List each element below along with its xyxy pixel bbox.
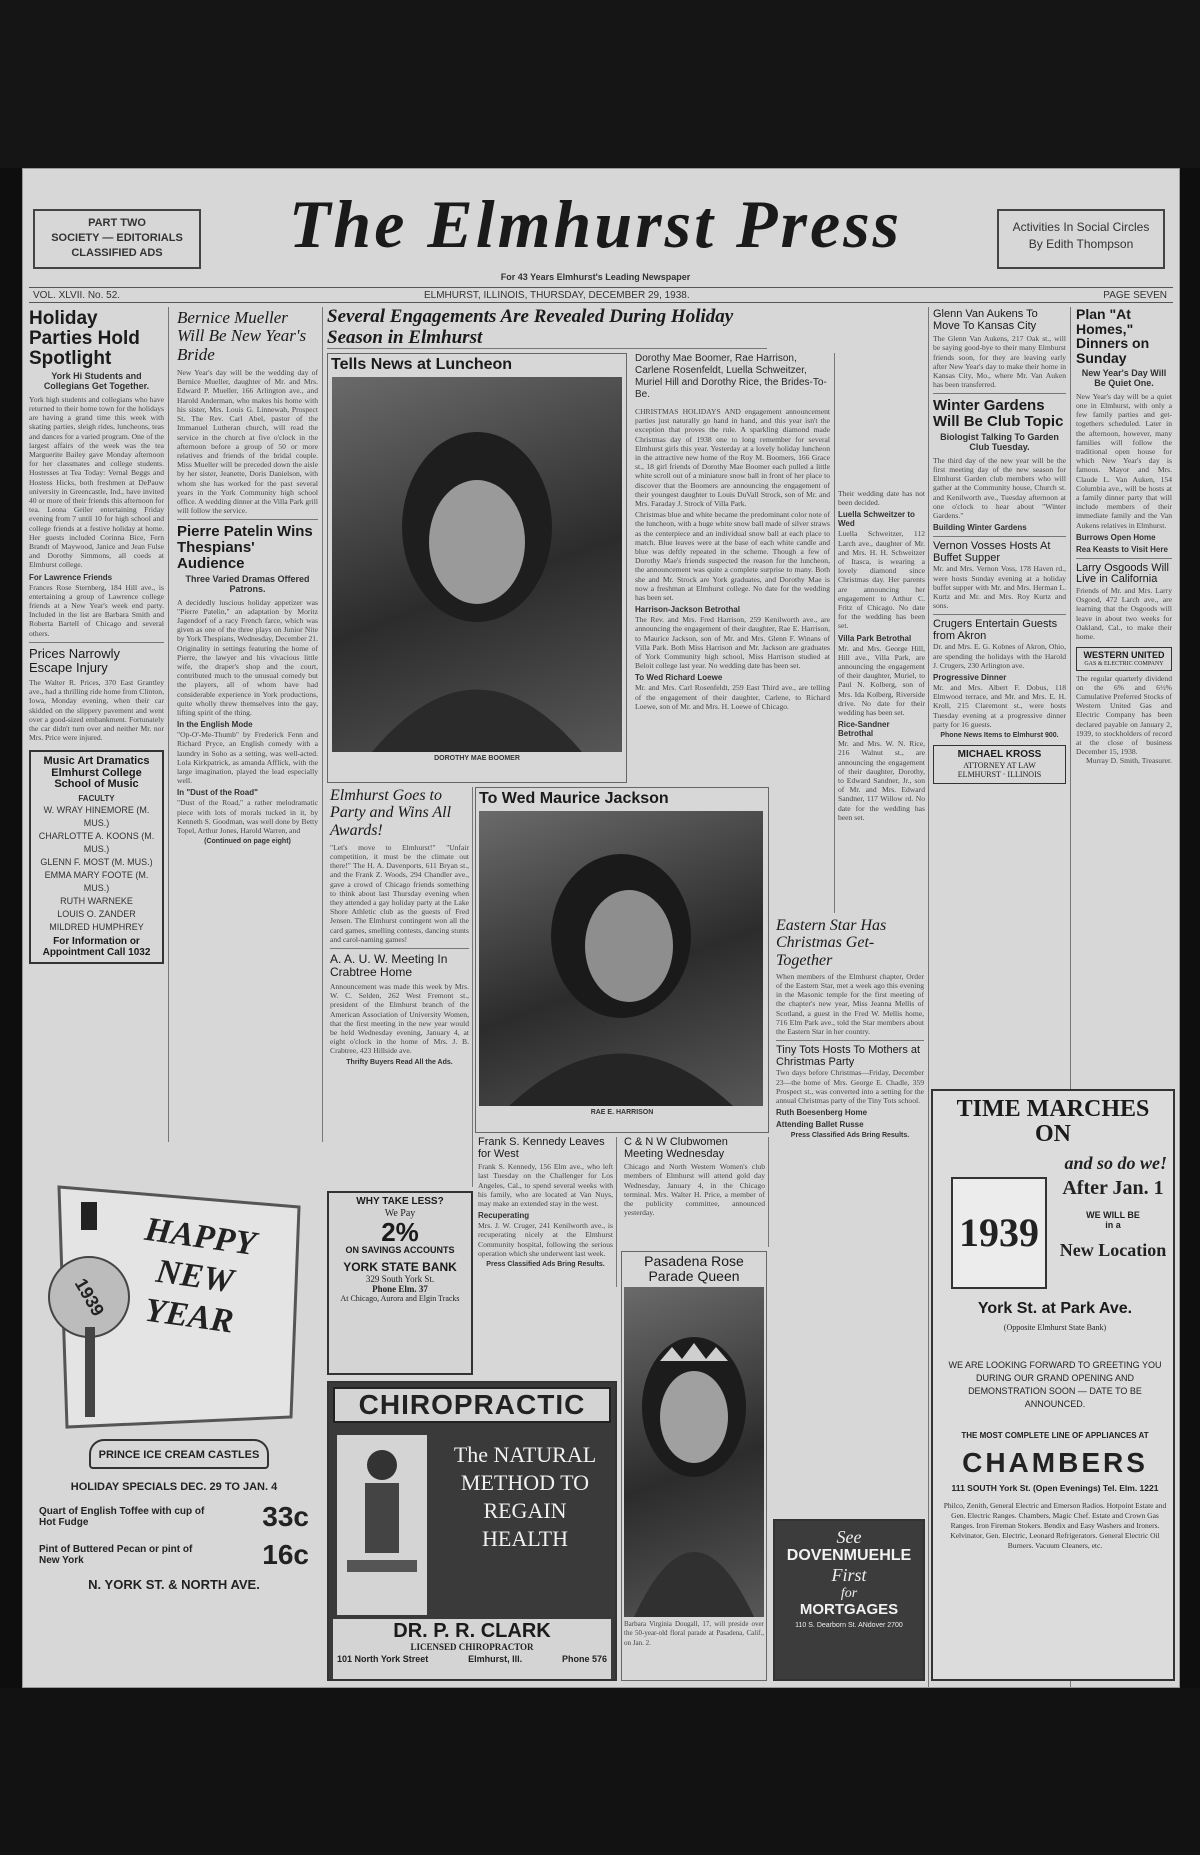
- article-body: The third day of the new year will be the first meeting day of the new season for Elmhurst Garden club members who will gather at the Community house, Church st. and Kenilworth ave., Tuesday afternoon at one o'clock to hear about "Winter Gardens.": [933, 455, 1066, 521]
- column-1: [29, 307, 169, 1142]
- ad-text: WE WILL BE: [1086, 1210, 1140, 1220]
- attorney-title: ATTORNEY AT LAW: [963, 760, 1036, 770]
- figure-icon: [337, 1435, 427, 1615]
- new-address: York St. at Park Ave.: [977, 1300, 1133, 1317]
- company-name: WESTERN UNITED: [1083, 650, 1165, 661]
- ad-headline: CHIROPRACTIC: [333, 1387, 611, 1423]
- article-body: Mrs. J. W. Cruger, 241 Kenilworth ave., is recuperating nicely at the Elmhurst Community hospital, following the serious operation which she underwent last week.: [478, 1221, 613, 1258]
- article-body: Mr. and Mrs. Vernon Voss, 178 Haven rd., were hosts Sunday evening at a holiday buffet supper with Mr. and Mrs. Herman L. Kurtz and Mr. and Mrs. Roy Kurtz and sons.: [933, 564, 1066, 611]
- greeting-line: NEW: [153, 1252, 236, 1301]
- subsection-label: Ruth Boesenberg Home: [776, 1108, 868, 1118]
- section-label: SOCIETY — EDITORIALS: [51, 232, 183, 244]
- kennedy-story: [475, 1137, 617, 1287]
- bank-phone: Phone Elm. 37: [372, 1283, 428, 1294]
- article-body: Mr. and Mrs. Albert F. Dobus, 118 Elmwood terrace, and Mr. and Mrs. E. H. Kroll, 215 Claremont st., were hosts Tuesday evening at a progressive dinner party for 16 guests.: [933, 683, 1066, 729]
- article-body: The Glenn Van Aukens, 217 Oak st., will be saying good-bye to their many Elmhurst friends soon, for they are leaving early after New Year's day to make their home in Kansas City, Mo., where Mr. Van Auken has been transferred.: [933, 334, 1066, 390]
- ad-text: First: [831, 1564, 867, 1585]
- photo-headline: Pasadena Rose Parade Queen: [644, 1253, 744, 1285]
- article-body: Chicago and North Western Women's club members of Elmhurst will attend gold day Wednesday, January 4, in the Chicago terminal. Mrs. Walter H. Price, a member of the publicity committee, announced yesterday.: [624, 1162, 765, 1218]
- faculty-name: LOUIS O. ZANDER: [57, 909, 136, 920]
- ad-label: FACULTY: [78, 794, 115, 804]
- calendar-year: 1939: [959, 1210, 1039, 1255]
- party-story: [327, 787, 473, 1187]
- ad-text: ON SAVINGS ACCOUNTS: [345, 1244, 455, 1255]
- faculty-name: W. WRAY HINEMORE (M. MUS.): [43, 805, 150, 829]
- ad-text: METHOD TO: [460, 1470, 590, 1495]
- ad-text: HEALTH: [482, 1526, 568, 1551]
- article-body: CHRISTMAS HOLIDAYS AND engagement announcement parties just naturally go hand in hand, and this year isn't the exception that proves the rule. A sparkling diamond made Christmas day of 1938 one to long remember for several Elmhurst girls this year. Yesterday at a lovely holiday luncheon in the attractive new home of the Roy M. Boomers, 166 Grace st., 18 girl friends of Dorothy Mae Boomer each pulled a little white scroll out of a miniature snow ball in front of her place to discover that the Boomers are announcing the engagement of their youngest daughter to Louis DuVall Strock, son of Mr. and Mrs. Faraday J. Strock of Villa Park.: [635, 407, 830, 509]
- article-body: Dr. and Mrs. E. G. Kobnes of Akron, Ohio, are spending the holidays with the Harold J. Crugers, 230 Arlington ave.: [933, 642, 1066, 670]
- article-body: New Year's day will be a quiet one in Elmhurst, with only a few family parties and get-togethers scheduled. Later in the afternoon, however, many families will follow the traditional open house for which New Year's day is famous. Mayor and Mrs. Claude L. Van Auken, 154 Columbia ave., will be hosts at a family dinner party that will include members of their immediate family and the Van Aukens relatives in Elmhurst.: [1076, 391, 1172, 530]
- bank-address: 329 South York St.: [365, 1273, 435, 1284]
- subsection-label: Burrows Open Home: [1076, 532, 1156, 542]
- utility-logo: [1076, 647, 1172, 670]
- photo-caption: DOROTHY MAE BOOMER: [434, 754, 520, 762]
- dividend-notice: The regular quarterly dividend on the 6% and 6½% Cumulative Preferred Stocks of Western United Gas and Electric Company has been declared payable on January 2, 1939, to stockholders of record at the close of business December 15, 1938.: [1076, 673, 1172, 757]
- office-phone: Phone 576: [561, 1654, 607, 1664]
- dateline-bar: [29, 287, 1173, 303]
- article-body: Their wedding date has not been decided.: [838, 489, 925, 508]
- greeting-line: YEAR: [142, 1291, 236, 1341]
- divider: [330, 948, 469, 949]
- doctor-name: DR. P. R. CLARK: [393, 1620, 551, 1642]
- ad-title: Music Art Dramatics Elmhurst College School of Music: [43, 755, 150, 791]
- subhead: New Year's Day Will Be Quiet One.: [1081, 367, 1167, 388]
- greeting-line: HAPPY: [142, 1210, 259, 1263]
- chambers-ad: [931, 1089, 1175, 1681]
- faculty-name: CHARLOTTE A. KOONS (M. MUS.): [38, 831, 155, 855]
- special-price: 33c: [262, 1501, 309, 1532]
- cnw-story: [621, 1137, 769, 1247]
- article-body: The Rev. and Mrs. Fred Harrison, 259 Kenilworth ave., are announcing the engagement of their daughter, Rae E. Harrison, to Maurice Jackson, son of Mr. and Mrs. Glenn F. Winans of Villa Park. Both Miss Harrison and Mr. Jackson are graduates of York Community high school, Miss Harrison studied at Beloit college last year. No wedding date has been set.: [635, 615, 830, 671]
- divider: [933, 393, 1066, 394]
- bank-name: YORK STATE BANK: [343, 1260, 457, 1275]
- article-body: Frank S. Kennedy, 156 Elm ave., who left last Tuesday on the Challenger for Los Angeles, Cal., to spend several weeks with his family, who are located at Van Nuys, may make an extended stay in the west.: [478, 1162, 613, 1208]
- photo-caption: RAE E. HARRISON: [590, 1108, 654, 1116]
- photo-caption: Barbara Virginia Dougall, 17, will preside over the 50-year-old floral parade at Pasadena, Calif., on Jan. 2.: [624, 1620, 764, 1647]
- company-sub: GAS & ELECTRIC COMPANY: [1084, 660, 1164, 667]
- article-body: Mr. and Mrs. Carl Rosenfeldt, 259 East Third ave., are telling of the engagement of their daughter, Carlene, to Richard Loewe, son of Mr. and Mrs. H. Loewe of Chicago.: [635, 683, 830, 711]
- subhead: York Hi Students and Collegians Get Together.: [43, 370, 150, 391]
- subsection-label: Rice-Sandner Betrothal: [838, 720, 890, 739]
- ad-body: WE ARE LOOKING FORWARD TO GREETING YOU DURING OUR GRAND OPENING AND DEMONSTRATION SOON — DATE TO BE ANNOUNCED.: [948, 1360, 1162, 1409]
- subsection-label: Attending Ballet Russe: [776, 1120, 864, 1130]
- store-address: 111 SOUTH York St. (Open Evenings) Tel. Elm. 1221: [951, 1483, 1159, 1493]
- ad-date: After Jan. 1: [1062, 1177, 1164, 1199]
- ad-text: We Pay: [384, 1207, 416, 1219]
- attorney-card: [933, 745, 1066, 784]
- article-body: Mr. and Mrs. W. N. Rice, 216 Walnut st., are announcing the engagement of their daughter, Dorothy, to Edward Sandner, Jr., son of Mr. and Mrs. Edward Sandner, 117 Willow rd. No date for the wedding has been set.: [838, 739, 925, 822]
- article-body: When members of the Elmhurst chapter, Order of the Eastern Star, met a week ago this evening in the Masonic temple for the first meeting of the chapter's new year, Miss Jeanna Mellis of Scotland, a guest in the Fred W. Mellis home, 716 Elm Park ave., told the Star members about the Eastern Star in her country.: [776, 971, 924, 1037]
- specials-title: HOLIDAY SPECIALS DEC. 29 TO JAN. 4: [70, 1481, 278, 1493]
- portrait-silhouette: [332, 377, 622, 752]
- banner-headline: Several Engagements Are Revealed During Holiday Season in Elmhurst: [327, 306, 734, 348]
- attorney-city: ELMHURST · ILLINOIS: [957, 769, 1042, 779]
- article-body: Friends of Mr. and Mrs. Larry Osgood, 472 Larch ave., are learning that the Osgoods will leave in about two weeks for Oakland, Cal., to make their home.: [1076, 585, 1172, 641]
- address-note: (Opposite Elmhurst State Bank): [1003, 1323, 1107, 1332]
- company-address: 110 S. Dearborn St. ANdover 2700: [795, 1621, 903, 1629]
- engagement-story-cont: [835, 489, 929, 913]
- dividend-signature: Murray D. Smith, Treasurer.: [1085, 756, 1172, 766]
- company-name: DOVENMUEHLE: [786, 1547, 912, 1564]
- divider: [933, 536, 1066, 537]
- page-number: PAGE SEVEN: [1103, 290, 1167, 301]
- ice-cream-ad: [29, 1147, 319, 1681]
- brands-list: Philco, Zenith, General Electric and Emerson Radios. Hotpoint Estate and Gen. Electric Ranges. Chambers, Magic Chef. Estate and Crown Gas Ranges. Iron Fireman Stokers. Bendix and Easy Washers and Ironers. Kelvinator, Gen. Electric, Leonard Refrigerators. General Electric Oil Burners. Vacuum Cleaners, etc.: [943, 1501, 1167, 1550]
- chiropractic-ad: [327, 1381, 617, 1681]
- article-body: A decidedly luscious holiday appetizer was "Pierre Patelin," an adaptation by Moritz Jagendorf of a racy French farce, which was given as one of the three plays on Junior Nite by York Thespians, Wednesday, December 21. Originality in settings featuring the home of Pierre, the lawyer and his vivacious little wife, the draper's shop and the court, contributed much to the unusual comedy but the players, all of whom have had considerable experience in York productions, quite wholly threw themselves into the gay, lifting spirit of the thing.: [177, 597, 318, 718]
- subsection-label: Rea Keasts to Visit Here: [1076, 544, 1168, 554]
- photo-feature: [327, 353, 627, 783]
- column-right-1-lower: [773, 917, 927, 1377]
- dateline: ELMHURST, ILLINOIS, THURSDAY, DECEMBER 29, 1938.: [424, 290, 690, 301]
- article-body: The Walter R. Prices, 370 East Grantley ave., had a thrilling ride home from Clinton, Iowa, Monday evening, when their car skidded on the slippery pavement and went over a good-sized embankment. Fortunately the car didn't turn over and neither Mr. nor Mrs. Price were injured.: [29, 677, 164, 743]
- headline: Holiday Parties Hold Spotlight: [29, 308, 140, 369]
- bank-location: At Chicago, Aurora and Elgin Tracks: [340, 1293, 460, 1303]
- headline: Glenn Van Aukens To Move To Kansas City: [933, 308, 1038, 332]
- headline: Frank S. Kennedy Leaves for West: [478, 1137, 605, 1160]
- portrait-silhouette: [479, 811, 763, 1106]
- photo-feature: [475, 787, 769, 1133]
- article-body: Two days before Christmas—Friday, December 23—the home of Mrs. George E. Chadle, 359 Prospect st., was converted into a setting for the annual Christmas party of the Tiny Tots school.: [776, 1068, 924, 1105]
- headline: Pierre Patelin Wins Thespians' Audience: [177, 523, 313, 572]
- subsection-label: Villa Park Betrothal: [838, 633, 912, 643]
- newspaper-page: [22, 168, 1180, 1688]
- column-right-3: [1073, 307, 1175, 1087]
- interest-rate: 2%: [381, 1216, 419, 1247]
- ad-text: in a: [1105, 1220, 1121, 1230]
- photo-headline: To Wed Maurice Jackson: [479, 790, 669, 807]
- scan-border-bottom: [0, 1688, 1200, 1855]
- mortgage-ad: [773, 1519, 925, 1681]
- store-address: N. YORK ST. & NORTH AVE.: [88, 1577, 260, 1592]
- ad-text: THE MOST COMPLETE LINE OF APPLIANCES AT: [961, 1431, 1149, 1440]
- scan-border-top: [0, 0, 1200, 168]
- music-school-ad: [29, 750, 164, 964]
- subsection-label: In the English Mode: [177, 720, 253, 730]
- divider: [933, 614, 1066, 615]
- section-label: CLASSIFIED ADS: [71, 247, 163, 259]
- attorney-name: MICHAEL KROSS: [957, 749, 1042, 761]
- divider: [776, 1040, 924, 1041]
- calendar-illustration: [951, 1177, 1047, 1289]
- subsection-label: Recuperating: [478, 1211, 530, 1221]
- headline: Eastern Star Has Christmas Get-Together: [776, 917, 887, 969]
- special-price: 16c: [262, 1539, 309, 1570]
- section-label: PART TWO: [88, 217, 146, 229]
- office-address: 101 North York Street: [337, 1654, 429, 1664]
- office-city: Elmhurst, Ill.: [468, 1654, 523, 1664]
- queen-photo: [624, 1287, 764, 1617]
- subsection-label: To Wed Richard Loewe: [635, 673, 723, 683]
- headline: A. A. U. W. Meeting In Crabtree Home: [330, 952, 448, 979]
- story-deck: Dorothy Mae Boomer, Rae Harrison, Carlene Rosenfeldt, Luella Schweitzer, Muriel Hill and Dorothy Rice, the Brides-To-Be.: [635, 353, 827, 400]
- divider: [177, 519, 318, 520]
- article-body: "Let's move to Elmhurst!" "Unfair competition, it must be the climate out there!" The H. A. Davenports, 611 Bryan st., and the Frank Z. Woods, 294 Chandler ave., gave a crowd of Chicago friends something to think about last Thursday evening when they attended a gay holiday party at the Lake Shore Athletic club as the guests of Fred Jensen. The Elmhurst contingent won all the card games, smelling contests, dancing stunts and carol-naming games!: [330, 842, 469, 944]
- faculty-name: EMMA MARY FOOTE (M. MUS.): [44, 870, 149, 894]
- filler-note: Thrifty Buyers Read All the Ads.: [346, 1058, 453, 1066]
- portrait-photo: [479, 811, 763, 1106]
- headline: Prices Narrowly Escape Injury: [29, 645, 121, 675]
- portrait-photo: [332, 377, 622, 752]
- filler-note: Phone News Items to Elmhurst 900.: [940, 732, 1059, 740]
- article-body: Christmas blue and white became the predominant color note of the luncheon, with a huge white snow ball made of silver straws as the centerpiece and an individual snow ball at each place to match. Blue leaves were at the base of each white candle and blue was deftly repeated in the scheme. Though a few of Dorothy Mae's friends suspected the reason for the luncheon, the announcement was quite a complete surprise to many. Both she and Mr. Strock are York graduates, and Dorothy Mae is now a freshman at Elmhurst college. No date for the wedding has been set.: [635, 510, 830, 603]
- headline: Larry Osgoods Will Live in California: [1076, 561, 1169, 586]
- column-2: [173, 307, 323, 1142]
- headline: Winter Gardens Will Be Club Topic: [933, 397, 1064, 431]
- subsection-label: In "Dust of the Road": [177, 788, 258, 798]
- subsection-label: For Lawrence Friends: [29, 572, 113, 582]
- ad-headline: TIME MARCHES ON: [956, 1096, 1150, 1148]
- chiropractor-illustration: [337, 1435, 427, 1615]
- article-body: Luella Schweitzer, 112 Larch ave., daughter of Mr. and Mrs. H. H. Schweitzer of Itasca, is wearing a lovely diamond since Christmas day. Her parents are announcing her engagement to Arthur C. Fritz of Chicago. No date for the wedding has been set.: [838, 529, 925, 631]
- article-body: Announcement was made this week by Mrs. W. C. Selden, 262 West Fremont st., president of the Elmhurst branch of the American Association of University Women, that the first meeting in the new year would be held Wednesday evening, January 4, at eight o'clock in the home of Mrs. J. B. Crabtree, 423 Hillside ave.: [330, 981, 469, 1056]
- subhead: Three Varied Dramas Offered Patrons.: [185, 573, 310, 594]
- subsection-label: Progressive Dinner: [933, 673, 1007, 683]
- center-banner: [327, 307, 767, 349]
- filler-note: Press Classified Ads Bring Results.: [790, 1132, 910, 1140]
- article-body: New Year's day will be the wedding day of Bernice Mueller, daughter of Mr. and Mrs. Edward P. Mueller, 166 Arlington ave., and Harold Anderman, who makes his home with his sister, Mrs. Louis G. Linnewah, Prospect St. The Rev. Carl Abel, pastor of the Immanuel Lutheran church, will read the service in the church at five o'clock in the afternoon before a group of 50 or more relatives and friends of the bridal couple. Miss Mueller will be preceded down the aisle by her sister, Jeanette, Doris Danielson, with whom she has worked for the past several years in the York Community high school office. A wedding dinner at the Villa Park grill will follow the service.: [177, 368, 318, 516]
- queen-feature: [621, 1251, 767, 1681]
- faculty-name: MILDRED HUMPHREY: [49, 922, 144, 933]
- special-item: Pint of Buttered Pecan or pint of New York: [39, 1544, 193, 1566]
- column-box: [997, 209, 1165, 269]
- photo-headline: Tells News at Luncheon: [331, 356, 513, 373]
- bank-ad: [327, 1191, 473, 1375]
- continued-note: (Continued on page eight): [204, 838, 291, 846]
- ad-tagline: and so do we!: [1064, 1153, 1167, 1174]
- brand-logo: PRINCE ICE CREAM CASTLES: [89, 1439, 269, 1469]
- ad-text: REGAIN: [483, 1498, 567, 1523]
- divider: [1076, 558, 1172, 559]
- subsection-label: Luella Schweitzer to Wed: [838, 510, 915, 529]
- filler-note: Press Classified Ads Bring Results.: [486, 1260, 605, 1268]
- section-box: [33, 209, 201, 269]
- article-body: Mr. and Mrs. George Hill, Hill ave., Villa Park, are announcing the engagement of their daughter, Muriel, to Paul N. Kolberg, son of Mrs. Ida Kolberg, Riverside drive. No date for their wedding has been set.: [838, 643, 925, 718]
- queen-silhouette: [624, 1287, 764, 1617]
- headline: Plan "At Homes," Dinners on Sunday: [1076, 307, 1150, 367]
- ad-text: MORTGAGES: [799, 1600, 899, 1618]
- faculty-name: GLENN F. MOST (M. MUS.): [40, 857, 153, 868]
- ad-contact: For Information or Appointment Call 1032: [42, 936, 151, 958]
- headline: C & N W Clubwomen Meeting Wednesday: [624, 1137, 728, 1160]
- subsection-label: Harrison-Jackson Betrothal: [635, 605, 740, 615]
- ad-text: See: [836, 1527, 862, 1547]
- vanauken-headline-box: [773, 307, 929, 347]
- article-body: "Dust of the Road," a rather melodramatic piece with lots of morals tucked in it, by Kenneth S. Goodman, was well done by Betty Topel, Arthur Jones, Harold Warren, and: [177, 798, 318, 836]
- ad-text: for: [840, 1585, 858, 1601]
- headline: Elmhurst Goes to Party and Wins All Awards!: [330, 787, 452, 839]
- doctor-title: LICENSED CHIROPRACTOR: [410, 1642, 534, 1652]
- ad-text: The NATURAL: [453, 1442, 597, 1467]
- article-body: Frances Rose Sternberg, 184 Hill ave., is entertaining a group of Lawrence college friends at a New Year's week end party. Included in the list are Barbara Smith and Roberta Bartell of Chicago and several others.: [29, 582, 164, 638]
- headline: Tiny Tots Hosts To Mothers at Christmas Party: [776, 1044, 921, 1068]
- special-item: Quart of English Toffee with cup of Hot Fudge: [39, 1506, 205, 1528]
- subsection-label: Building Winter Gardens: [933, 523, 1027, 533]
- volume: VOL. XLVII. No. 52.: [33, 290, 121, 301]
- ad-text: New Location: [1059, 1240, 1167, 1260]
- headline: Crugers Entertain Guests from Akron: [933, 618, 1058, 642]
- column-title: Activities In Social Circles: [1012, 220, 1150, 234]
- headline: Bernice Mueller Will Be New Year's Bride: [177, 308, 307, 364]
- article-body: York high students and collegians who have returned to their home town for the holidays are having a grand time this week with skating parties, sleigh rides, luncheons, teas and dances for a varied program. One of the largest affairs of the week was the tea Marguerite Bailey gave Monday afternoon for her classmates and college students. Hostesses at Tea Today: Vernal Beggs and Hostess Hicks, both freshmen at DePauw university in Greencastle, Ind., have invited 40 or more of their friends this afternoon for tea. Leona Geiler entertaining Friday evening from 7 until 10 for high school and college friends at a festive holiday at home. Her guests included Corinna Bice, Fern Brandt of Maywood, Janice and Jean Fulse and Dorothy Simmons, all coeds at Elmhurst college.: [29, 394, 164, 570]
- store-name: CHAMBERS: [962, 1447, 1148, 1478]
- masthead-title: The Elmhurst Press: [288, 186, 903, 262]
- article-body: "Op-O'-Me-Thumb" by Frederick Fenn and Richard Pryce, an English comedy with a laundry in Soho as a setting, was well-acted. Lola Kirkpatrick, as amanda Afflick, with the large imagination, played the lead especially well.: [177, 730, 318, 786]
- divider: [29, 642, 164, 643]
- ad-headline: WHY TAKE LESS?: [356, 1196, 444, 1207]
- year-label: 1939: [70, 1274, 109, 1320]
- headline: Vernon Vosses Hosts At Buffet Supper: [933, 540, 1051, 564]
- faculty-name: RUTH WARNEKE: [60, 896, 133, 907]
- masthead-tagline: For 43 Years Elmhurst's Leading Newspaper: [500, 272, 691, 282]
- subhead: Biologist Talking To Garden Club Tuesday.: [940, 431, 1059, 452]
- column-byline: By Edith Thompson: [1028, 237, 1134, 251]
